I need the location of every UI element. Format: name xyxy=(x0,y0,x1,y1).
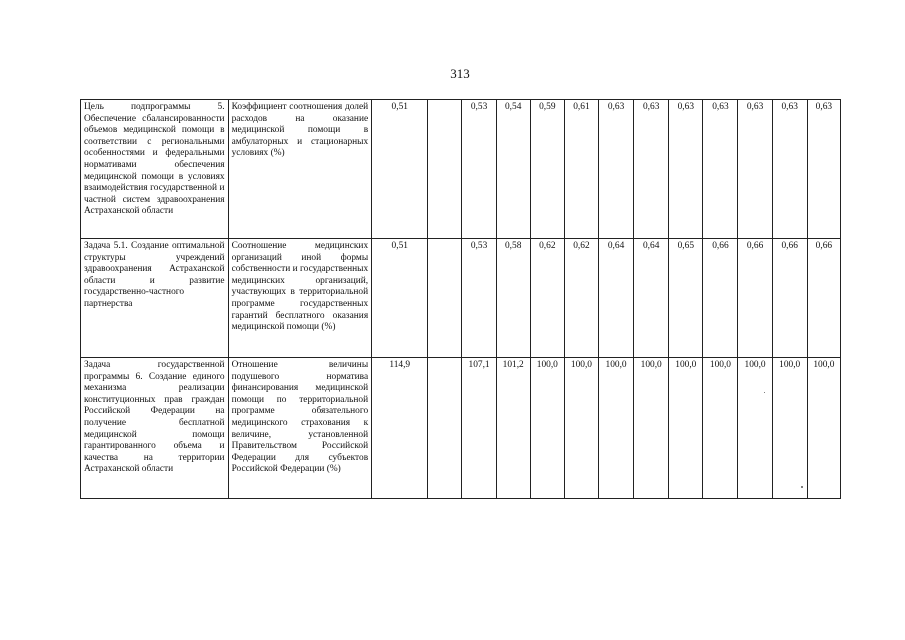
value-cell: 0,63 xyxy=(598,100,633,239)
row-indicator: Отношение величины подушевого норматива финансирования медицинской помощи по территориальной программе обязательного медицинского страхования к величине, установленной Правительством Российской Федерации для субъектов Российской Федерации (%) xyxy=(228,358,372,499)
value-cell: 107,1 xyxy=(462,358,496,499)
value-cell: 0,58 xyxy=(496,239,530,358)
value-cell: 0,63 xyxy=(738,100,772,239)
value-cell: 0,63 xyxy=(807,100,840,239)
value-cell: 100,0 xyxy=(564,358,598,499)
value-cell: 0,62 xyxy=(564,239,598,358)
value-cell: 0,59 xyxy=(530,100,564,239)
value-cell: 100,0 xyxy=(634,358,669,499)
value-cell: 0,66 xyxy=(703,239,738,358)
value-cell: 114,9 xyxy=(372,358,428,499)
scan-speck xyxy=(764,392,765,393)
indicators-table xyxy=(80,99,841,499)
spacer-cell xyxy=(428,100,462,239)
value-cell: 100,0 xyxy=(669,358,703,499)
value-cell: 0,51 xyxy=(372,239,428,358)
row-description: Цель подпрограммы 5. Обеспечение сбалансированности объемов медицинской помощи в соответствии с региональными особенностями и федеральными нормативами обеспечения медицинской помощи в условиях взаимодействия государственной и частной систем здравоохранения Астраханской области xyxy=(81,100,229,239)
row-indicator: Соотношение медицинских организаций иной формы собственности и государственных медицинских организаций, участвующих в территориальной программе государственных гарантий бесплатного оказания медицинской помощи (%) xyxy=(228,239,372,358)
value-cell: 0,66 xyxy=(772,239,807,358)
value-cell: 100,0 xyxy=(530,358,564,499)
table-row xyxy=(81,358,841,499)
value-cell: 0,61 xyxy=(564,100,598,239)
value-cell: 0,51 xyxy=(372,100,428,239)
scan-speck xyxy=(801,486,803,488)
value-cell: 100,0 xyxy=(772,358,807,499)
value-cell: 0,63 xyxy=(669,100,703,239)
value-cell: 100,0 xyxy=(598,358,633,499)
value-cell: 0,64 xyxy=(598,239,633,358)
value-cell: 0,64 xyxy=(634,239,669,358)
table-row xyxy=(81,100,841,239)
value-cell: 0,66 xyxy=(738,239,772,358)
spacer-cell xyxy=(428,358,462,499)
value-cell: 0,53 xyxy=(462,100,496,239)
page-number: 313 xyxy=(450,66,470,81)
value-cell: 100,0 xyxy=(703,358,738,499)
row-description: Задача 5.1. Создание оптимальной структуры учреждений здравоохранения Астраханской области и развитие государственно-частного партнерства xyxy=(81,239,229,358)
value-cell: 100,0 xyxy=(807,358,840,499)
spacer-cell xyxy=(428,239,462,358)
table-row xyxy=(81,239,841,358)
row-indicator: Коэффициент соотношения долей расходов на оказание медицинской помощи в амбулаторных и стационарных условиях (%) xyxy=(228,100,372,239)
value-cell: 0,63 xyxy=(703,100,738,239)
value-cell: 0,65 xyxy=(669,239,703,358)
value-cell: 0,63 xyxy=(634,100,669,239)
value-cell: 0,66 xyxy=(807,239,840,358)
value-cell: 100,0 xyxy=(738,358,772,499)
row-description: Задача государственной программы 6. Создание единого механизма реализации конституционных прав граждан Российской Федерации на получение бесплатной медицинской помощи гарантированного объема и качества на территории Астраханской области xyxy=(81,358,229,499)
value-cell: 0,53 xyxy=(462,239,496,358)
value-cell: 0,63 xyxy=(772,100,807,239)
value-cell: 0,62 xyxy=(530,239,564,358)
value-cell: 101,2 xyxy=(496,358,530,499)
value-cell: 0,54 xyxy=(496,100,530,239)
